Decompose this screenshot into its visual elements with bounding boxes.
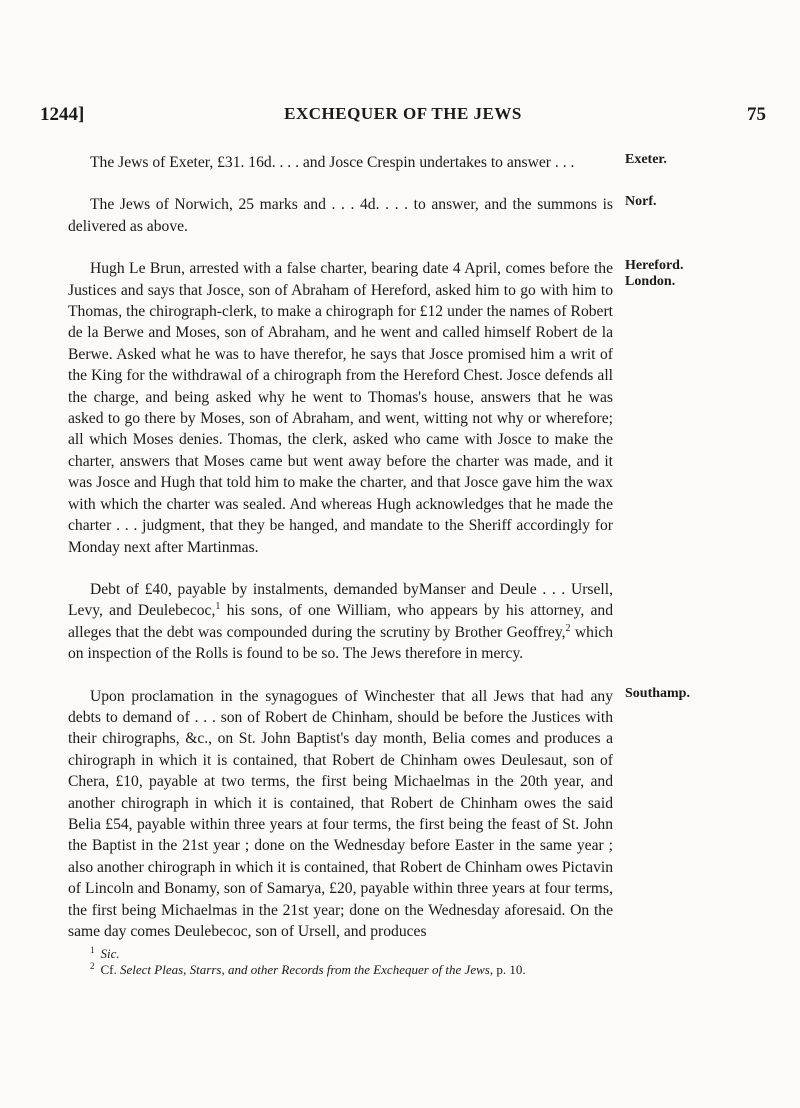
footnote-2 — [90, 962, 613, 978]
footnote-suffix: p. 10. — [496, 962, 526, 978]
footnotes — [68, 946, 613, 978]
paragraph-text-a: Debt of £40, payable by instalments, demanded byManser and Deule . . . Ursell, Levy, and Deulebecoc, — [68, 580, 613, 620]
header-year: 1244] — [40, 104, 85, 125]
footnote-ref-2[interactable]: 2 — [565, 622, 571, 634]
page-body — [68, 152, 690, 978]
margin-note-exeter: Exeter. — [625, 152, 667, 167]
paragraph-text-c: which on inspection of the Rolls is found to be so. The Jews therefore in mercy. — [68, 623, 613, 663]
footnote-citation-title: Select Pleas, Starrs, and other Records from the Exchequer of the Jews, — [120, 962, 494, 978]
paragraph-text: Upon proclamation in the synagogues of Winchester that all Jews that had any debts to demand of . . . son of Robert de Chinham, should be before the Justices with their chirographs, &c., on St. John Baptist's day month, Belia comes and produces a chirograph in which it is contained, that Robert de Chinham owes Deulesaut, son of Chera, £10, payable at two terms, the first being Michaelmas in the 20th year, and another chirograph in which it is contained, that Robert de Chinham owes the said Belia £54, payable within three years at four terms, the first being the feast of St. John the Baptist in the 21st year ; done on the Wednesday before Easter in the same year ; also another chirograph in which it is contained, that Robert de Chinham owes Pictavin of Lincoln and Bonamy, son of Samarya, £20, payable within three years at four terms, the first being Michaelmas in the 21st year; done on the Wednesday aforesaid. On the same day comes Deulebecoc, son of Ursell, and produces — [68, 687, 613, 940]
footnote-text: Sic. — [100, 946, 120, 962]
paragraph-debt — [68, 579, 613, 665]
running-header — [40, 104, 766, 128]
footnote-1 — [90, 946, 613, 962]
page-number: 75 — [747, 104, 766, 125]
header-title: EXCHEQUER OF THE JEWS — [284, 104, 522, 123]
paragraph-text: The Jews of Exeter, £31. 16d. . . . and Josce Crespin undertakes to answer . . . — [90, 154, 575, 171]
margin-note-hereford-london: Hereford. London. — [625, 258, 684, 290]
paragraph-text: Hugh Le Brun, arrested with a false charter, bearing date 4 April, comes before the Justices and says that Josce, son of Abraham of Hereford, asked him to go with him to Thomas, the chirograph-clerk, to make a chirograph for £12 under the names of Robert de la Berwe and Moses, son of Abraham, and he went and called himself Robert de la Berwe. Asked what he was to have therefor, he says that Josce promised him a writ of the King for the withdrawal of a chirograph from the Hereford Chest. Josce defends all the charge, and being asked why he went to Thomas's house, answers that he was asked to go there by Moses, son of Abraham, and went, witting not why or wherefore; all which Moses denies. Thomas, the clerk, asked who came with Josce to make the charter, answers that Moses came but went away before the charter was made, and it was Josce and Hugh that told him to make the charter, and that Josce gave him the wax with which the charter was sealed. And whereas Hugh acknowledges that he made the charter . . . judgment, that they be hanged, and mandate to the Sheriff accordingly for Monday next after Martinmas. — [68, 260, 613, 556]
paragraph-text: The Jews of Norwich, 25 marks and . . . 4d. . . . to answer, and the summons is delivered as above. — [68, 196, 613, 235]
margin-note-norf: Norf. — [625, 194, 657, 210]
footnote-mark: 2 — [90, 961, 95, 972]
paragraph-exeter — [68, 152, 667, 173]
footnote-mark: 1 — [90, 945, 95, 956]
paragraph-hereford — [68, 258, 684, 558]
margin-note-southamp: Southamp. — [625, 685, 690, 701]
paragraph-winchester — [68, 685, 690, 943]
footnote-prefix: Cf. — [100, 962, 117, 978]
paragraph-norwich — [68, 194, 657, 237]
footnote-ref-1[interactable]: 1 — [215, 601, 221, 613]
paragraph-text-b: his sons, of one William, who appears by his attorney, and alleges that the debt was compounded during the scrutiny by Brother Geoffrey, — [68, 602, 613, 641]
